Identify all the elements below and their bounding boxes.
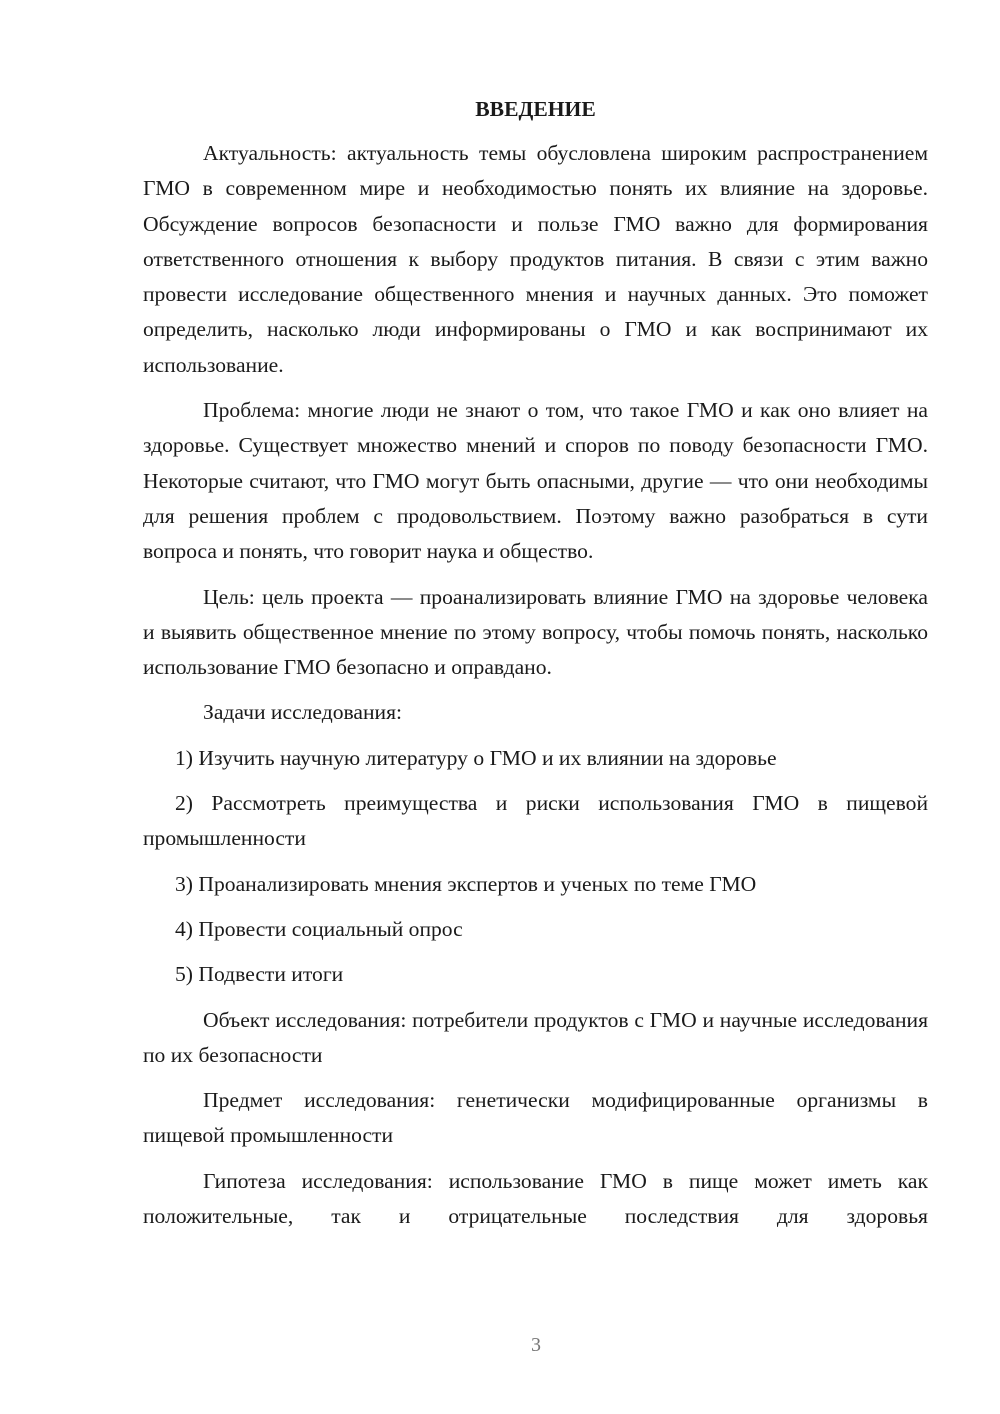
section-title: ВВЕДЕНИЕ [475, 97, 596, 121]
task-item-2: 2) Рассмотреть преимущества и риски использования ГМО в пищевой промышленности [143, 791, 928, 851]
task-item-3: 3) Проанализировать мнения экспертов и ученых по теме ГМО [175, 871, 757, 896]
goal-paragraph: Цель: цель проекта — проанализировать влияние ГМО на здоровье человека и выявить общественное мнение по этому вопросу, чтобы помочь понять, насколько использование ГМО безопасно и оправдано. [143, 584, 928, 680]
relevance-paragraph: Актуальность: актуальность темы обусловлена широким распространением ГМО в современном мире и необходимостью понять их влияние на здоровье. Обсуждение вопросов безопасности и пользе ГМО важно для формирования ответственного отношения к выбору продуктов питания. В связи с этим важно провести исследование общественного мнения и научных данных. Это поможет определить, насколько люди информированы о ГМО и как воспринимают их использование. [143, 141, 928, 377]
problem-paragraph: Проблема: многие люди не знают о том, что такое ГМО и как оно влияет на здоровье. Существует множество мнений и споров по поводу безопасности ГМО. Некоторые считают, что ГМО могут быть опасными, другие — что они необходимы для решения проблем с продовольствием. Поэтому важно разобраться в сути вопроса и понять, что говорит наука и общество. [143, 398, 928, 564]
task-item-5: 5) Подвести итоги [175, 962, 344, 987]
document-page [143, 94, 928, 1244]
task-item-4: 4) Провести социальный опрос [175, 916, 463, 941]
hypothesis-paragraph: Гипотеза исследования: использование ГМО в пище может иметь как положительные, так и отрицательные последствия для здоровья [143, 1168, 928, 1229]
page-number: 3 [531, 1334, 541, 1356]
tasks-heading: Задачи исследования: [203, 700, 403, 725]
object-paragraph: Объект исследования: потребители продуктов с ГМО и научные исследования по их безопасности [143, 1007, 928, 1067]
task-item-1: 1) Изучить научную литературу о ГМО и их влиянии на здоровье [175, 745, 777, 770]
subject-paragraph: Предмет исследования: генетически модифицированные организмы в пищевой промышленности [143, 1088, 928, 1148]
